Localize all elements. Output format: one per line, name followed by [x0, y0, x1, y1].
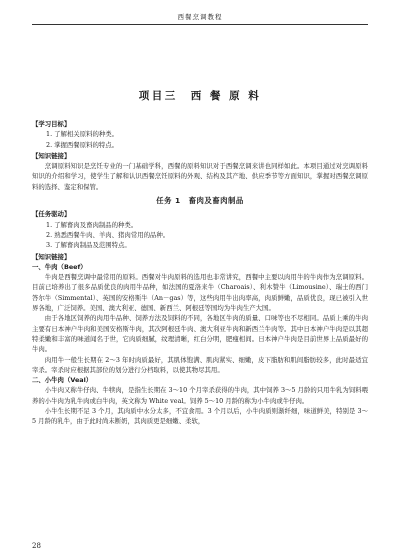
- learning-goal-item: 1. 了解相关原料的种类。: [46, 130, 119, 139]
- veal-section-heading: 二、小牛肉（Veal）: [32, 376, 93, 385]
- learning-goal-item: 2. 掌握西餐原料的特点。: [46, 140, 119, 149]
- page-body: [32, 118, 368, 427]
- task-driver-item: 1. 了解畜肉及畜肉制品的种类。: [46, 220, 138, 229]
- beef-paragraph: 肉用牛一般生长期在 2～3 年时肉质最好，其肌体饱满、肌肉紧实、细嫩，皮下脂肪和肌间脂肪较多，此时最适宜宰杀。宰杀时应根据其部位的划分进行分档取料，以使其物尽其用。: [32, 355, 368, 374]
- beef-paragraph: 牛肉是西餐烹调中最常用的原料。西餐对牛肉原料的选用也非常讲究，西餐中主要以肉用牛的牛肉作为烹调原料。目前已培养出了很多品质优良的肉用牛品种，如法国的夏洛来牛（Charoais）、利木赞牛（Limousine）、瑞士的西门答尔牛（Simmental）、英国的安格斯牛（An－gas）等，这些肉用牛出肉率高，肉质鲜嫩，品质优良，现已被引入世界各地，广泛饲养。美国、澳大利亚、德国、新西兰、阿根廷等国均为牛肉生产大国。: [32, 273, 368, 313]
- knowledge-link-heading: 【知识链接】: [32, 252, 71, 261]
- header-rule: [32, 24, 368, 25]
- knowledge-link-paragraph: 烹调原料知识是烹饪专业的一门基础学科，西餐的原料知识对于西餐烹调来讲也同样如此。本项目通过对烹调原料知识的介绍和学习，使学生了解和认识西餐烹饪原料的外观、结构及其产地、供应季节等方面知识，掌握对西餐烹调原料的选择、鉴定和保管。: [32, 162, 368, 191]
- task-drivers-heading: 【任务驱动】: [32, 210, 71, 219]
- task-title: 任务 1 畜肉及畜肉制品: [156, 196, 244, 206]
- running-head: 西餐烹调教程: [177, 13, 223, 21]
- task-driver-item: 3. 了解畜肉制品及范围特点。: [46, 241, 131, 250]
- veal-paragraph: 小牛生长期不足 3 个月，其肉质中水分太多，不宜食用。3 个月以后，小牛肉质则渐纤细，味道鲜美，特别是 3～5 月龄的乳牛，由于此时尚未断奶，其肉质更是细嫩、柔软，: [32, 407, 368, 426]
- veal-paragraph: 小牛肉又称牛仔肉、牛犊肉，是指生长期在 3～10 个月宰杀获得的牛肉，其中饲养 3～5 月龄的只用牛乳为饲料喂养的小牛肉为乳牛肉或白牛肉，英文称为 White veal。饲养 5～10 月龄的称为小牛肉或牛仔肉。: [32, 386, 368, 405]
- learning-goals-heading: 【学习目标】: [32, 120, 71, 128]
- knowledge-link-heading: 【知识链接】: [32, 151, 71, 160]
- beef-section-heading: 一、牛肉（Beef）: [32, 262, 87, 271]
- beef-paragraph: 由于各地区饲养的肉用牛品种、饲养方法及饲料的不同，各地区牛肉的质量、口味等也不尽相同。品质上乘的牛肉主要有日本神户牛肉和美国安格斯牛肉，其次阿根廷牛肉、澳大利亚牛肉和新西兰牛肉等。其中日本神户牛肉是以其超特柔嫩和丰富的味道闻名于世，它肉质细腻，纹理清晰，红白分明，肥瘦相间。日本神户牛肉是目前世界上品质最好的牛肉。: [32, 314, 368, 354]
- task-driver-item: 2. 熟悉西餐牛肉、羊肉、猪肉常用的品种。: [46, 230, 170, 239]
- page-number: 28: [32, 542, 41, 550]
- chapter-title: 项目三 西 餐 原 料: [138, 90, 262, 102]
